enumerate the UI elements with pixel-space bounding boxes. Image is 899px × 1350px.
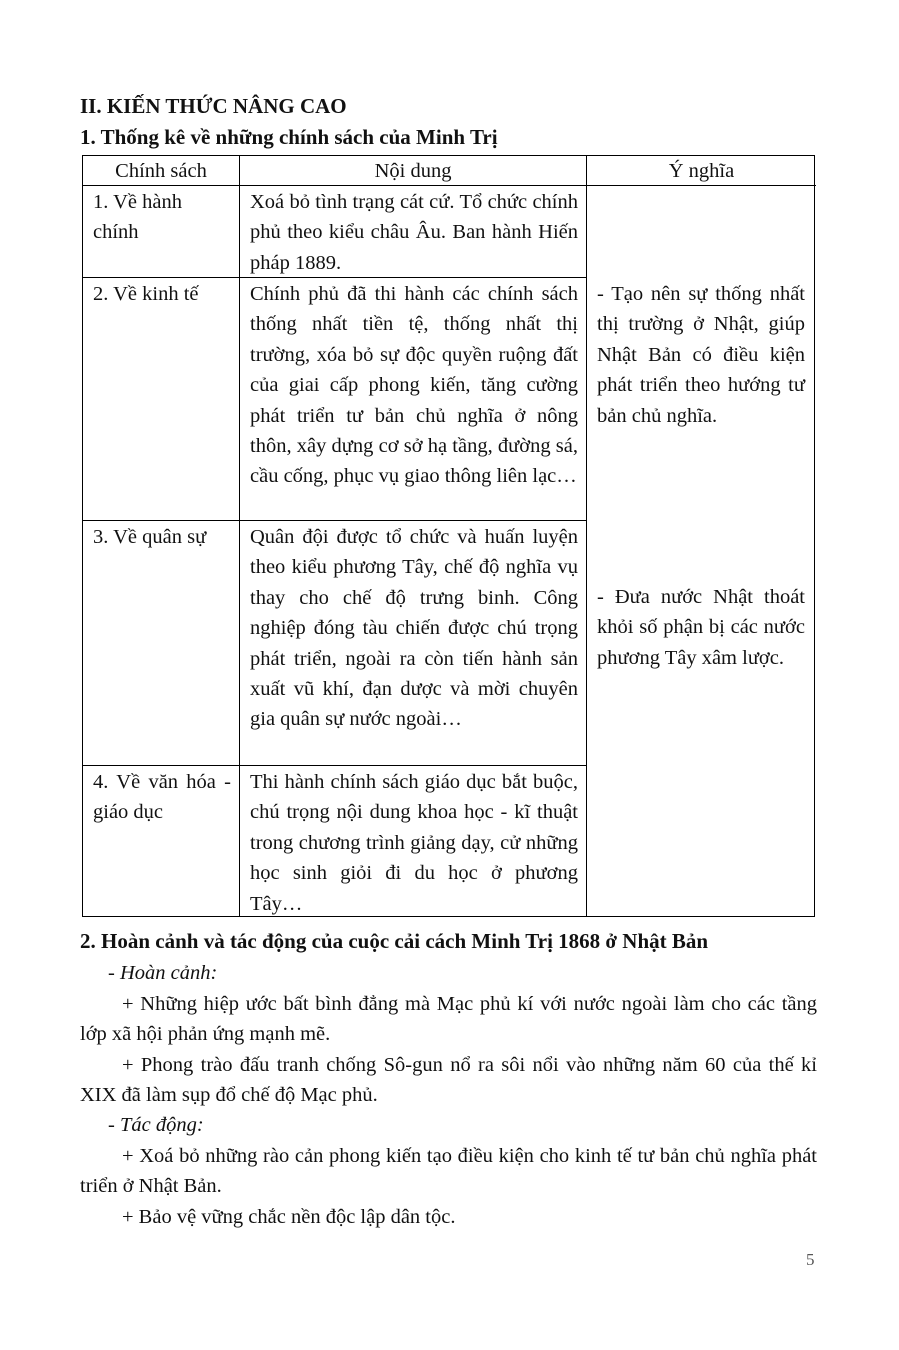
header-significance: Ý nghĩa bbox=[668, 160, 735, 182]
policy-cell: 4. Về văn hóa - giáo dục bbox=[93, 771, 231, 824]
subsection-title-context-impact: 2. Hoàn cảnh và tác động của cuộc cải cách Minh Trị 1868 ở Nhật Bản bbox=[80, 929, 709, 953]
context-item: + Những hiệp ước bất bình đẳng mà Mạc phủ kí với nước ngoài làm cho các tầng lớp xã hội phản ứng mạnh mẽ. bbox=[80, 993, 817, 1046]
content-cell: Thi hành chính sách giáo dục bắt buộc, chú trọng nội dung khoa học - kĩ thuật trong chương trình giảng dạy, cử những học sinh giỏi đi du học ở phương Tây… bbox=[250, 771, 578, 915]
impact-item: + Xoá bỏ những rào cản phong kiến tạo điều kiện cho kinh tế tư bản chủ nghĩa phát triển ở Nhật Bản. bbox=[80, 1145, 817, 1198]
impact-item: + Bảo vệ vững chắc nền độc lập dân tộc. bbox=[122, 1206, 456, 1228]
policies-table bbox=[82, 155, 815, 917]
context-label: - Hoàn cảnh: bbox=[108, 962, 218, 984]
policy-cell: 3. Về quân sự bbox=[93, 526, 207, 548]
significance-economy: - Tạo nên sự thống nhất thị trường ở Nhật, giúp Nhật Bản có điều kiện phát triển theo hướng tư bản chủ nghĩa. bbox=[597, 283, 805, 427]
policy-cell: 1. Về hành chính bbox=[93, 191, 183, 244]
header-policy: Chính sách bbox=[115, 160, 207, 182]
subsection-title-policies: 1. Thống kê về những chính sách của Minh Trị bbox=[80, 125, 498, 149]
content-cell: Chính phủ đã thi hành các chính sách thống nhất tiền tệ, thống nhất thị trường, xóa bỏ sự độc quyền ruộng đất của giai cấp phong kiến, tăng cường phát triển tư bản chủ nghĩa ở nông thôn, xây dựng cơ sở hạ tầng, đường sá, cầu cống, phục vụ giao thông liên lạc… bbox=[250, 283, 578, 488]
header-content: Nội dung bbox=[374, 160, 452, 182]
row-divider bbox=[83, 765, 587, 766]
content-cell: Xoá bỏ tình trạng cát cứ. Tổ chức chính phủ theo kiểu châu Âu. Ban hành Hiến pháp 1889. bbox=[250, 191, 578, 274]
content-cell: Quân đội được tổ chức và huấn luyện theo kiểu phương Tây, chế độ nghĩa vụ thay cho chế độ trưng binh. Công nghiệp đóng tàu chiến được chú trọng phát triển, ngoài ra còn tiến hành sản xuất vũ khí, đạn dược và mời chuyên gia quân sự nước ngoài… bbox=[250, 526, 578, 731]
column-divider bbox=[239, 156, 240, 916]
column-divider bbox=[586, 156, 587, 916]
page-number: 5 bbox=[806, 1250, 815, 1269]
section-title: II. KIẾN THỨC NÂNG CAO bbox=[80, 94, 347, 118]
context-item: + Phong trào đấu tranh chống Sô-gun nổ ra sôi nổi vào những năm 60 của thế kỉ XIX đã làm sụp đổ chế độ Mạc phủ. bbox=[80, 1054, 817, 1107]
significance-independence: - Đưa nước Nhật thoát khỏi số phận bị các nước phương Tây xâm lược. bbox=[597, 586, 805, 669]
impact-label: - Tác động: bbox=[108, 1114, 204, 1136]
policy-cell: 2. Về kinh tế bbox=[93, 283, 199, 305]
row-divider bbox=[83, 520, 587, 521]
